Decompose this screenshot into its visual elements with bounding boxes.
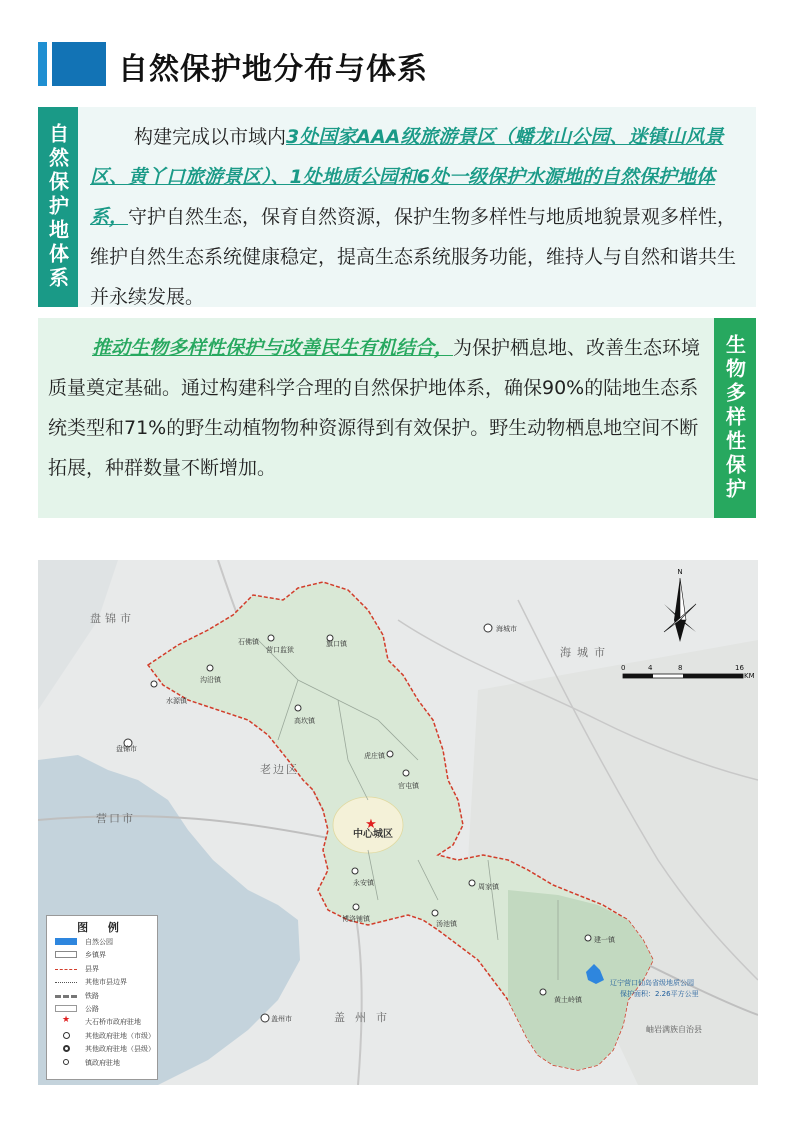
page-header [38, 40, 758, 88]
north-arrow-icon [664, 568, 696, 642]
label-qikou: 旗口镇 [326, 640, 347, 648]
town-marker-gaokan [295, 705, 301, 711]
town-circle-icon [63, 1059, 69, 1065]
label-panjin-city: 盘锦市 [90, 612, 135, 625]
section1-rest: 守护自然生态，保育自然资源，保护生物多样性与地质地貌景观多样性，维护自然生态系统健康稳定，提高生态系统服务功能，维持人与自然和谐共生并永续发展。 [90, 206, 737, 308]
town-marker-guantun [403, 770, 409, 776]
legend-title: 图 例 [77, 921, 127, 934]
township-line-icon [55, 951, 77, 958]
label-shuiyuan: 水源镇 [166, 697, 187, 705]
section1-lead: 构建完成以市域内 [134, 126, 287, 148]
legend-row-county: 县界 [47, 962, 157, 975]
label-geopark-name: 辽宁营口仙岛省级地质公园 [610, 979, 694, 987]
label-gaokan: 高坎镇 [294, 717, 315, 725]
town-marker-zhoujia [469, 880, 475, 886]
legend-row-city-gov: ★ 大石桥市政府驻地 [47, 1015, 157, 1028]
label-guantun: 官屯镇 [398, 782, 419, 790]
label-yingkou: 营口市 [96, 812, 135, 825]
railway-icon [55, 995, 77, 998]
city-level-icon [63, 1032, 70, 1039]
svg-text:0: 0 [621, 664, 626, 672]
other-boundary-icon [55, 982, 77, 983]
header-accent-block [52, 42, 106, 86]
terrain-nw [38, 560, 118, 710]
section-biodiversity [38, 318, 756, 518]
town-marker-tangchi [432, 910, 438, 916]
section2-highlight: 推动生物多样性保护与改善民生有机结合， [92, 337, 454, 359]
label-jianyi: 建一镇 [594, 936, 615, 944]
label-xiuyan: 岫岩满族自治县 [646, 1025, 702, 1034]
svg-text:KM: KM [744, 672, 755, 680]
section2-paragraph [48, 328, 708, 488]
legend-row-township: 乡镇界 [47, 948, 157, 961]
town-marker-goujiao [207, 665, 213, 671]
label-geopark-area: 保护面积：2.26平方公里 [620, 990, 699, 998]
label-gaizhou-seat: 盖州市 [271, 1015, 292, 1023]
town-marker-boluopu [353, 904, 359, 910]
county-line-icon [55, 969, 77, 970]
section-nature-reserve-system [38, 107, 756, 307]
city-government-star-icon: ★ [365, 817, 377, 832]
county-level-icon [63, 1045, 70, 1052]
svg-text:16: 16 [735, 664, 744, 672]
legend-row-city-level: 其他政府驻地（市级） [47, 1029, 157, 1042]
label-huangtuling: 黄土岭镇 [554, 996, 582, 1004]
label-huzhuang: 虎庄镇 [364, 752, 385, 760]
haicheng-seat-marker [484, 624, 492, 632]
label-zhoujia: 周家镇 [478, 883, 499, 891]
label-goujiao: 沟沿镇 [200, 676, 221, 684]
town-marker-shuiyuan [151, 681, 157, 687]
map-legend [46, 915, 158, 1080]
label-laobian: 老边区 [260, 763, 299, 776]
section2-rest: 为保护栖息地、改善生态环境质量奠定基础。通过构建科学合理的自然保护地体系，确保90%的陆地生态系统类型和71%的野生动植物物种资源得到有效保护。野生动物栖息地空间不断拓展，种群数量不断增加。 [48, 337, 701, 479]
town-marker-shifo [268, 635, 274, 641]
label-center-city: 中心城区 [353, 829, 393, 840]
gaizhou-seat-marker [261, 1014, 269, 1022]
section1-paragraph [90, 117, 750, 317]
section1-tag-text: 自然保护地体系 [45, 123, 70, 291]
label-yongan: 永安镇 [353, 879, 374, 887]
page-title: 自然保护地分布与体系 [118, 52, 428, 87]
town-marker-jianyi [585, 935, 591, 941]
label-gaizhou: 盖州市 [334, 1011, 397, 1024]
legend-row-railway: 铁路 [47, 989, 157, 1002]
town-marker-yongan [352, 868, 358, 874]
label-panjin-seat: 盘锦市 [116, 745, 137, 753]
legend-row-road: 公路 [47, 1002, 157, 1015]
legend-row-park: 自然公园 [47, 935, 157, 948]
header-accent-bar [38, 42, 47, 86]
legend-row-county-level: 其他政府驻地（县级） [47, 1042, 157, 1055]
section2-tag [714, 318, 756, 518]
section2-tag-text: 生物多样性保护 [722, 334, 747, 502]
park-swatch-icon [55, 938, 77, 945]
label-haicheng-seat: 海城市 [496, 625, 517, 633]
svg-text:8: 8 [678, 664, 683, 672]
label-boluopu: 博洛铺镇 [342, 915, 370, 923]
svg-text:4: 4 [648, 664, 653, 672]
section1-highlight: 3处国家AAA级旅游景区（蟠龙山公园、迷镇山风景区、黄丫口旅游景区）、1处地质公园和6处一级保护水源地的自然保护地体系， [90, 126, 724, 228]
legend-row-other-boundary: 其他市县边界 [47, 975, 157, 988]
legend-row-town: 镇政府驻地 [47, 1056, 157, 1069]
town-marker-huangtuling [540, 989, 546, 995]
label-shifo: 石佛镇 [238, 638, 259, 646]
town-marker-huzhuang [387, 751, 393, 757]
section1-tag [38, 107, 78, 307]
star-icon: ★ [61, 1015, 71, 1026]
label-haicheng-city: 海城市 [560, 646, 611, 659]
label-tangchi: 汤池镇 [436, 920, 457, 928]
label-yingkou-prison: 营口监狱 [266, 646, 294, 654]
road-icon [55, 1005, 77, 1012]
svg-text:N: N [677, 568, 683, 576]
